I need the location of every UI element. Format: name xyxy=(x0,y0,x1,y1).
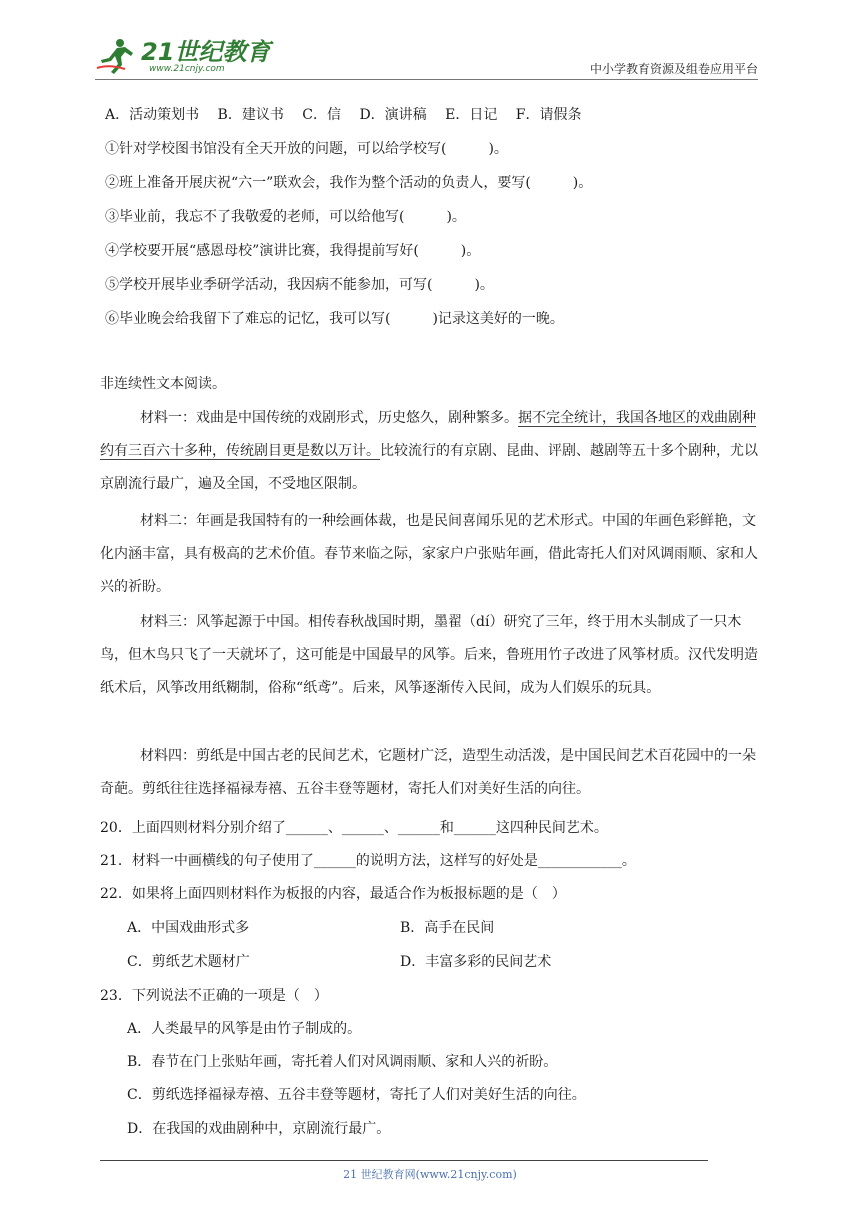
material-3 xyxy=(100,606,762,705)
material-3-text: 材料三：风筝起源于中国。相传春秋战国时期，墨翟（dí）研究了三年，终于用木头制成了一只木鸟，但木鸟只飞了一天就坏了，这可能是中国最早的风筝。后来，鲁班用竹子改进了风筝材质。汉代发明造纸术后，风筝改用纸糊制，俗称“纸鸢”。后来，风筝逐渐传入民间，成为人们娱乐的玩具。 xyxy=(100,614,758,696)
section-title: 非连续性文本阅读。 xyxy=(100,376,226,392)
item-1: ①针对学校图书馆没有全天开放的问题，可以给学校写( )。 xyxy=(105,141,508,157)
q22-option-b: B．高手在民间 xyxy=(400,920,495,936)
question-20: 20．上面四则材料分别介绍了______、______、______和______这四种民间艺术。 xyxy=(100,820,608,836)
item-6: ⑥毕业晚会给我留下了难忘的记忆，我可以写( )记录这美好的一晚。 xyxy=(105,311,564,327)
logo-text xyxy=(141,40,270,75)
material-4 xyxy=(100,740,762,806)
material-1-underlined: 据不完全统计，我国各地区的戏曲剧种约有三百六十多种，传统剧目更是数以万计。 xyxy=(100,410,756,459)
material-1-rest: 比较流行的有京剧、昆曲、评剧、越剧等五十多个剧种，尤以京剧流行最广，遍及全国，不受地区限制。 xyxy=(100,443,758,492)
item-4: ④学校要开展“感恩母校”演讲比赛，我得提前写好( )。 xyxy=(105,243,481,259)
item-2: ②班上准备开展庆祝“六一”联欢会，我作为整个活动的负责人，要写( )。 xyxy=(105,175,593,191)
material-2-text: 材料二：年画是我国特有的一种绘画体裁，也是民间喜闻乐见的艺术形式。中国的年画色彩鲜艳，文化内涵丰富，具有极高的艺术价值。春节来临之际，家家户户张贴年画，借此寄托人们对风调雨顺、家和人兴的祈盼。 xyxy=(100,513,758,595)
runner-logo-icon xyxy=(95,36,135,76)
q23-option-d: D．在我国的戏曲剧种中，京剧流行最广。 xyxy=(127,1121,391,1137)
question-22: 22．如果将上面四则材料作为板报的内容，最适合作为板报标题的是（ ） xyxy=(100,886,566,902)
logo-url-text: www.21cnjy.com xyxy=(149,64,225,74)
header-divider xyxy=(95,79,758,80)
q23-option-a: A．人类最早的风筝是由竹子制成的。 xyxy=(127,1021,362,1037)
material-1 xyxy=(100,402,762,501)
material-2 xyxy=(100,505,762,604)
item-5: ⑤学校开展毕业季研学活动，我因病不能参加，可写( )。 xyxy=(105,277,494,293)
logo-main-text: 21世纪教育 xyxy=(141,38,271,66)
item-3: ③毕业前，我忘不了我敬爱的老师，可以给他写( )。 xyxy=(105,209,466,225)
material-4-text: 材料四：剪纸是中国古老的民间艺术，它题材广泛，造型生动活泼，是中国民间艺术百花园中的一朵奇葩。剪纸往往选择福禄寿禧、五谷丰登等题材，寄托人们对美好生活的向往。 xyxy=(100,748,756,797)
question-21: 21．材料一中画横线的句子使用了______的说明方法，这样写的好处是____________。 xyxy=(100,853,636,869)
material-1-text: 材料一：戏曲是中国传统的戏剧形式，历史悠久，剧种繁多。 xyxy=(140,410,518,426)
q23-option-b: B．春节在门上张贴年画，寄托着人们对风调雨顺、家和人兴的祈盼。 xyxy=(127,1054,558,1070)
q22-option-a: A．中国戏曲形式多 xyxy=(127,920,250,936)
platform-name: 中小学教育资源及组卷应用平台 xyxy=(589,62,758,76)
page-header xyxy=(95,36,758,80)
footer-text[interactable]: 21 世纪教育网(www.21cnjy.com) xyxy=(343,1168,517,1181)
footer-divider xyxy=(100,1160,708,1161)
logo xyxy=(95,36,271,76)
question-23: 23．下列说法不正确的一项是（ ） xyxy=(100,988,328,1004)
q22-option-c: C．剪纸艺术题材广 xyxy=(127,954,250,970)
options-line: A．活动策划书 B．建议书 C．信 D．演讲稿 E．日记 F．请假条 xyxy=(105,107,582,123)
q22-option-d: D．丰富多彩的民间艺术 xyxy=(400,954,552,970)
q23-option-c: C．剪纸选择福禄寿禧、五谷丰登等题材，寄托了人们对美好生活的向往。 xyxy=(127,1087,586,1103)
